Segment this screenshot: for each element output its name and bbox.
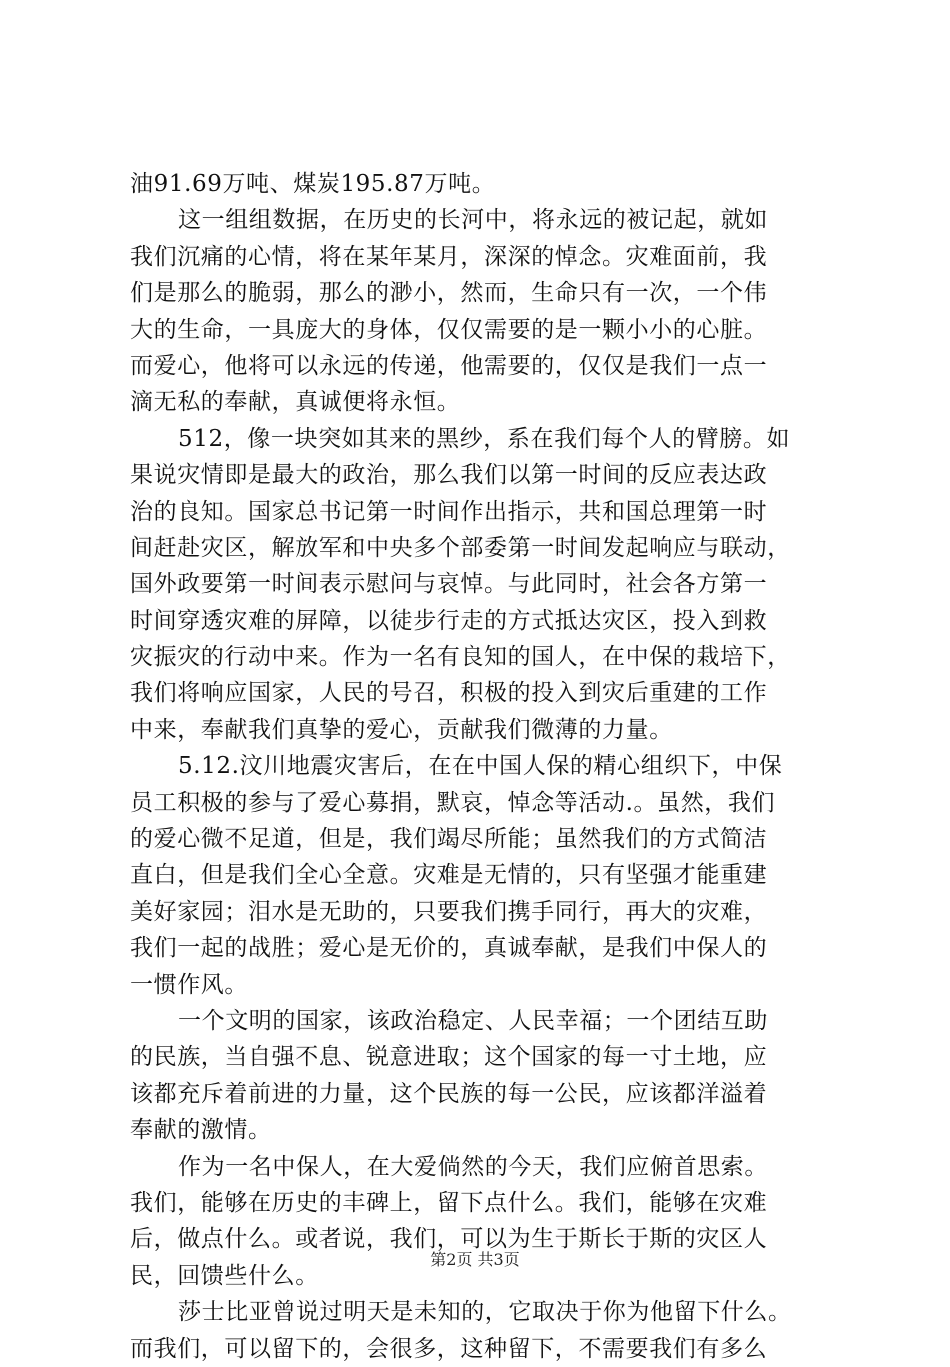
text-line: 大的生命，一具庞大的身体，仅仅需要的是一颗小小的心脏。 bbox=[130, 316, 768, 343]
paragraph-first-line: 莎士比亚曾说过明天是未知的，它取决于你为他留下什么。 bbox=[178, 1299, 792, 1326]
text-line: 后，做点什么。或者说，我们，可以为生于斯长于斯的灾区人 bbox=[130, 1226, 768, 1253]
text-line: 员工积极的参与了爱心募捐，默哀，悼念等活动.。虽然，我们 bbox=[130, 789, 776, 816]
text-line: 美好家园；泪水是无助的，只要我们携手同行，再大的灾难， bbox=[130, 898, 768, 925]
text-line: 们是那么的脆弱，那么的渺小，然而，生命只有一次，一个伟 bbox=[130, 280, 768, 307]
text-line: 灾振灾的行动中来。作为一名有良知的国人，在中保的栽培下， bbox=[130, 644, 791, 671]
text-line: 奉献的激情。 bbox=[130, 1117, 272, 1144]
text-line: 一惯作风。 bbox=[130, 971, 248, 998]
text-line: 果说灾情即是最大的政治，那么我们以第一时间的反应表达政 bbox=[130, 462, 768, 489]
paragraph-first-line: 作为一名中保人，在大爱倘然的今天，我们应俯首思索。 bbox=[178, 1153, 768, 1180]
text-line: 民，回馈些什么。 bbox=[130, 1262, 319, 1289]
text-line: 的民族，当自强不息、锐意进取；这个国家的每一寸土地，应 bbox=[130, 1044, 768, 1071]
text-line: 我们一起的战胜；爱心是无价的，真诚奉献，是我们中保人的 bbox=[130, 935, 768, 962]
paragraph-first-line: 这一组组数据，在历史的长河中，将永远的被记起，就如 bbox=[178, 207, 768, 234]
body-text bbox=[130, 166, 840, 1367]
paragraph-first-line: 一个文明的国家，该政治稳定、人民幸福；一个团结互助 bbox=[178, 1007, 768, 1034]
text-line: 的爱心微不足道，但是，我们竭尽所能；虽然我们的方式简洁 bbox=[130, 826, 768, 853]
text-line: 滴无私的奉献，真诚便将永恒。 bbox=[130, 389, 461, 416]
text-line: 直白，但是我们全心全意。灾难是无情的，只有坚强才能重建 bbox=[130, 862, 768, 889]
text-line: 而我们，可以留下的，会很多，这种留下，不需要我们有多么 bbox=[130, 1335, 768, 1362]
text-line: 该都充斥着前进的力量，这个民族的每一公民，应该都洋溢着 bbox=[130, 1080, 768, 1107]
paragraph-first-line: 512，像一块突如其来的黑纱，系在我们每个人的臂膀。如 bbox=[178, 425, 791, 452]
text-line: 而爱心，他将可以永远的传递，他需要的，仅仅是我们一点一 bbox=[130, 352, 768, 379]
text-line: 间赶赴灾区，解放军和中央多个部委第一时间发起响应与联动， bbox=[130, 534, 791, 561]
text-line: 中来，奉献我们真挚的爱心，贡献我们微薄的力量。 bbox=[130, 716, 673, 743]
text-line: 治的良知。国家总书记第一时间作出指示，共和国总理第一时 bbox=[130, 498, 768, 525]
paragraph-first-line: 5.12.汶川地震灾害后，在在中国人保的精心组织下，中保 bbox=[178, 753, 783, 780]
text-line: 油91.69万吨、煤炭195.87万吨。 bbox=[130, 171, 496, 197]
text-line: 国外政要第一时间表示慰问与哀悼。与此同时，社会各方第一 bbox=[130, 571, 768, 598]
text-line: 我们沉痛的心情，将在某年某月，深深的悼念。灾难面前，我 bbox=[130, 243, 768, 270]
text-line: 时间穿透灾难的屏障，以徒步行走的方式抵达灾区，投入到救 bbox=[130, 607, 768, 634]
page-footer: 第2页 共3页 bbox=[430, 1250, 520, 1269]
text-line: 我们将响应国家，人民的号召，积极的投入到灾后重建的工作 bbox=[130, 680, 768, 707]
text-line: 我们，能够在历史的丰碑上，留下点什么。我们，能够在灾难 bbox=[130, 1189, 768, 1216]
